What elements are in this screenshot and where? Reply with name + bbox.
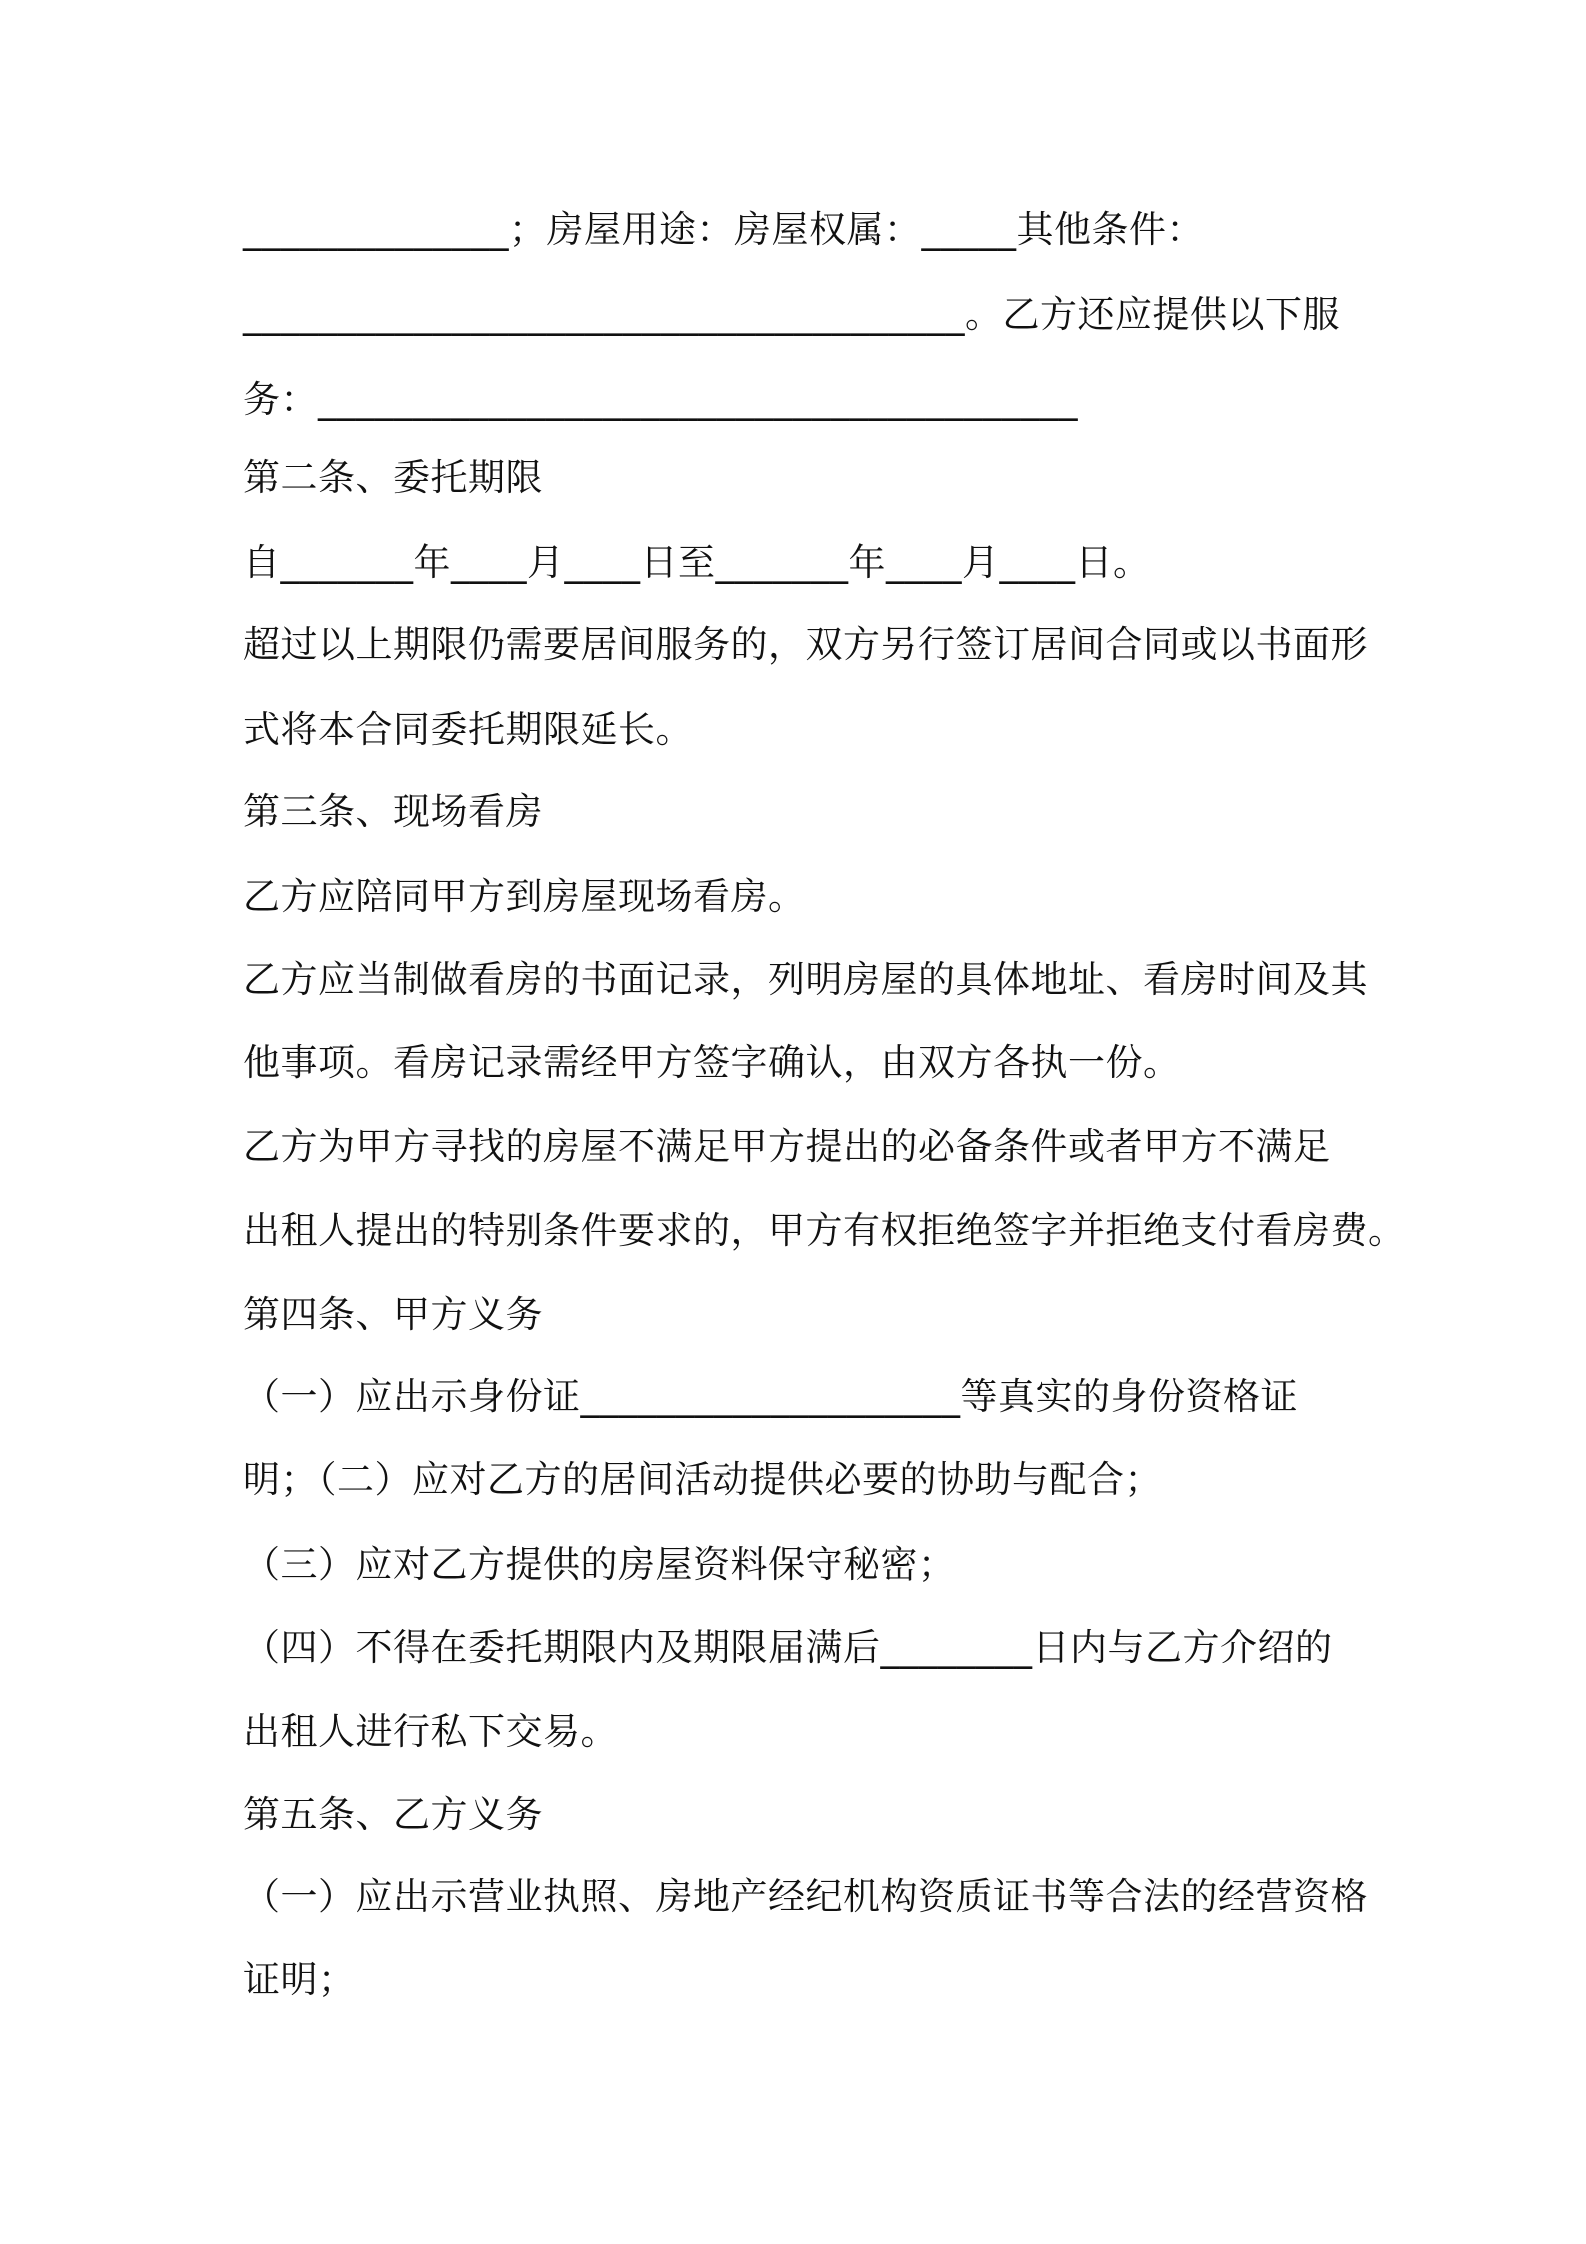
article-heading: 第四条、甲方义务 <box>243 1293 543 1336</box>
text-line: （三）应对乙方提供的房屋资料保守秘密； <box>243 1543 956 1586</box>
text-line: 证明； <box>243 1958 356 2001</box>
text-line: 乙方应当制做看房的书面记录，列明房屋的具体地址、看房时间及其 <box>243 958 1368 1001</box>
text-line: 明；（二）应对乙方的居间活动提供必要的协助与配合； <box>243 1458 1162 1501</box>
article-heading: 第二条、委托期限 <box>243 456 543 499</box>
text-line: （一）应出示身份证____________________等真实的身份资格证 <box>243 1375 1298 1418</box>
text-line: 出租人提出的特别条件要求的，甲方有权拒绝签字并拒绝支付看房费。 <box>243 1209 1406 1252</box>
text-line: 自_______年____月____日至_______年____月____日。 <box>243 541 1151 584</box>
text-line: 出租人进行私下交易。 <box>243 1710 618 1753</box>
text-line: （一）应出示营业执照、房地产经纪机构资质证书等合法的经营资格 <box>243 1875 1368 1918</box>
text-line: （四）不得在委托期限内及期限届满后________日内与乙方介绍的 <box>243 1626 1333 1669</box>
text-line: ______________；房屋用途：房屋权属：_____其他条件： <box>243 208 1204 251</box>
article-heading: 第三条、现场看房 <box>243 790 543 833</box>
text-line: 他事项。看房记录需经甲方签字确认，由双方各执一份。 <box>243 1041 1181 1084</box>
text-line: 务：________________________________________ <box>243 378 1078 421</box>
text-line: 超过以上期限仍需要居间服务的，双方另行签订居间合同或以书面形 <box>243 623 1368 666</box>
article-heading: 第五条、乙方义务 <box>243 1793 543 1836</box>
text-line: 乙方为甲方寻找的房屋不满足甲方提出的必备条件或者甲方不满足 <box>243 1125 1331 1168</box>
text-line: 乙方应陪同甲方到房屋现场看房。 <box>243 875 806 918</box>
text-line: 式将本合同委托期限延长。 <box>243 708 693 751</box>
text-line: ______________________________________。乙方还应提供以下服 <box>243 293 1340 336</box>
